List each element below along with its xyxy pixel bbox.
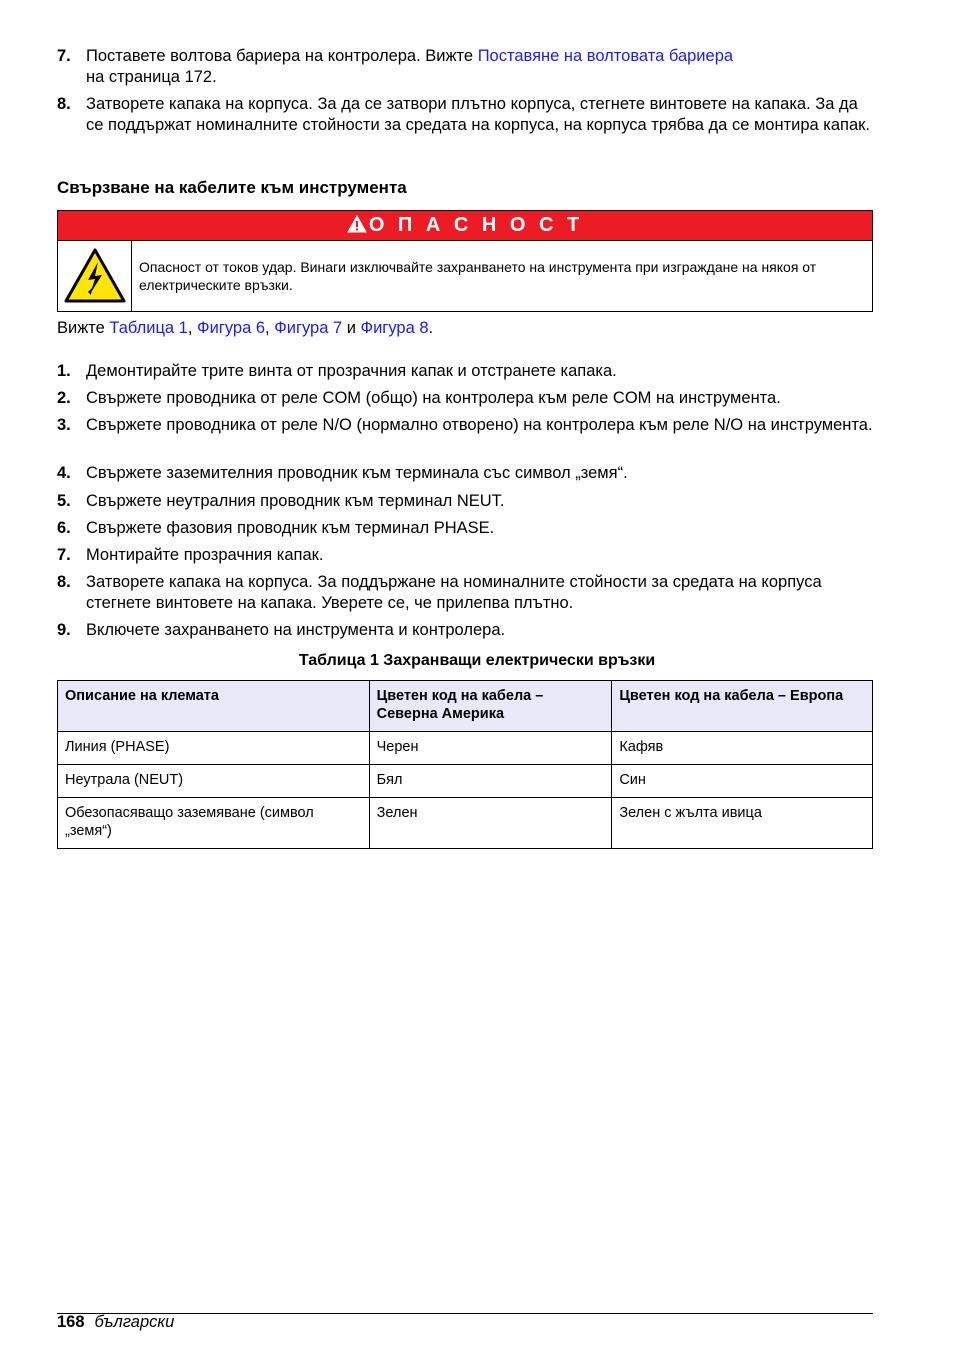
table-header-row (58, 681, 873, 732)
table-cell: Син (612, 765, 873, 798)
step-text: Включете захранването на инструмента и контролера. (86, 621, 506, 639)
step-number: 8. (57, 95, 71, 113)
step-number: 2. (57, 389, 71, 407)
warning-triangle-icon (347, 215, 367, 233)
electric-shock-icon (64, 248, 126, 304)
footer-language: български (94, 1313, 175, 1331)
danger-header (58, 211, 872, 241)
step-text: Свържете фазовия проводник към терминал PHASE. (86, 519, 495, 537)
table-caption: Таблица 1 Захранващи електрически връзки (298, 652, 656, 669)
table-cell: Кафяв (612, 732, 873, 765)
step-number: 9. (57, 621, 71, 639)
step-number: 6. (57, 519, 71, 537)
step-text: Свържете заземителния проводник към терминала със символ „земя“. (86, 464, 628, 482)
link-figure-8[interactable]: Фигура 8 (360, 319, 429, 337)
table-cell: Неутрала (NEUT) (58, 765, 370, 798)
step-number: 7. (57, 546, 71, 564)
step-text: Затворете капака на корпуса. За поддържане на номиналните стойности за средата на корпуса стегнете винтовете на капака. Уверете се, че прилепва плътно. (86, 573, 822, 612)
page-footer (57, 1313, 174, 1332)
section-heading: Свързване на кабелите към инструмента (57, 178, 407, 197)
table-row (58, 732, 873, 765)
step-text: Демонтирайте трите винта от прозрачния капак и отстранете капака. (86, 362, 617, 380)
link-figure-6[interactable]: Фигура 6 (197, 319, 266, 337)
step-number: 5. (57, 492, 71, 510)
table-cell: Черен (369, 732, 612, 765)
step-text: Поставете волтова бариера на контролера. Вижте Поставяне на волтовата бариера на страница 172. (86, 47, 734, 86)
step-text: Свържете неутралния проводник към терминал NEUT. (86, 492, 505, 510)
page-number: 168 (57, 1313, 85, 1331)
footer-divider (57, 1313, 873, 1314)
table-row (58, 798, 873, 849)
step-number: 8. (57, 573, 71, 591)
column-header: Цветен код на кабела – Северна Америка (369, 681, 612, 732)
link-voltage-barrier[interactable]: Поставяне на волтовата бариера (477, 47, 734, 65)
see-also-line: Вижте Таблица 1, Фигура 6, Фигура 7 и Фигура 8. (57, 319, 434, 337)
power-connections-table (57, 680, 873, 849)
danger-title: О П А С Н О С Т (368, 214, 584, 236)
step-number: 7. (57, 47, 71, 65)
table-cell: Линия (PHASE) (58, 732, 370, 765)
table-cell: Зелен с жълта ивица (612, 798, 873, 849)
link-figure-7[interactable]: Фигура 7 (274, 319, 343, 337)
hazard-icon-cell (58, 241, 132, 311)
step-number: 3. (57, 416, 71, 434)
step-number: 1. (57, 362, 71, 380)
step-text: Свържете проводника от реле N/O (нормално отворено) на контролера към реле N/O на инструмента. (86, 416, 873, 434)
step-text: Свържете проводника от реле COM (общо) на контролера към реле COM на инструмента. (86, 389, 781, 407)
table-cell: Зелен (369, 798, 612, 849)
column-header: Цветен код на кабела – Европа (612, 681, 873, 732)
step-text: Затворете капака на корпуса. За да се затвори плътно корпуса, стегнете винтовете на капака. За да се поддържат номиналните стойности за средата на корпуса, на корпуса трябва да се монтира капак. (86, 95, 870, 134)
danger-message: Опасност от токов удар. Винаги изключвайте захранването на инструмента при изграждане на някоя от електрическите връзки. (139, 259, 817, 293)
step-text: Монтирайте прозрачния капак. (86, 546, 324, 564)
link-table-1[interactable]: Таблица 1 (109, 319, 188, 337)
table-row (58, 765, 873, 798)
table-cell: Обезопасяващо заземяване (символ „земя“) (58, 798, 370, 849)
step-number: 4. (57, 464, 71, 482)
column-header: Описание на клемата (58, 681, 370, 732)
table-cell: Бял (369, 765, 612, 798)
danger-box (57, 210, 873, 312)
